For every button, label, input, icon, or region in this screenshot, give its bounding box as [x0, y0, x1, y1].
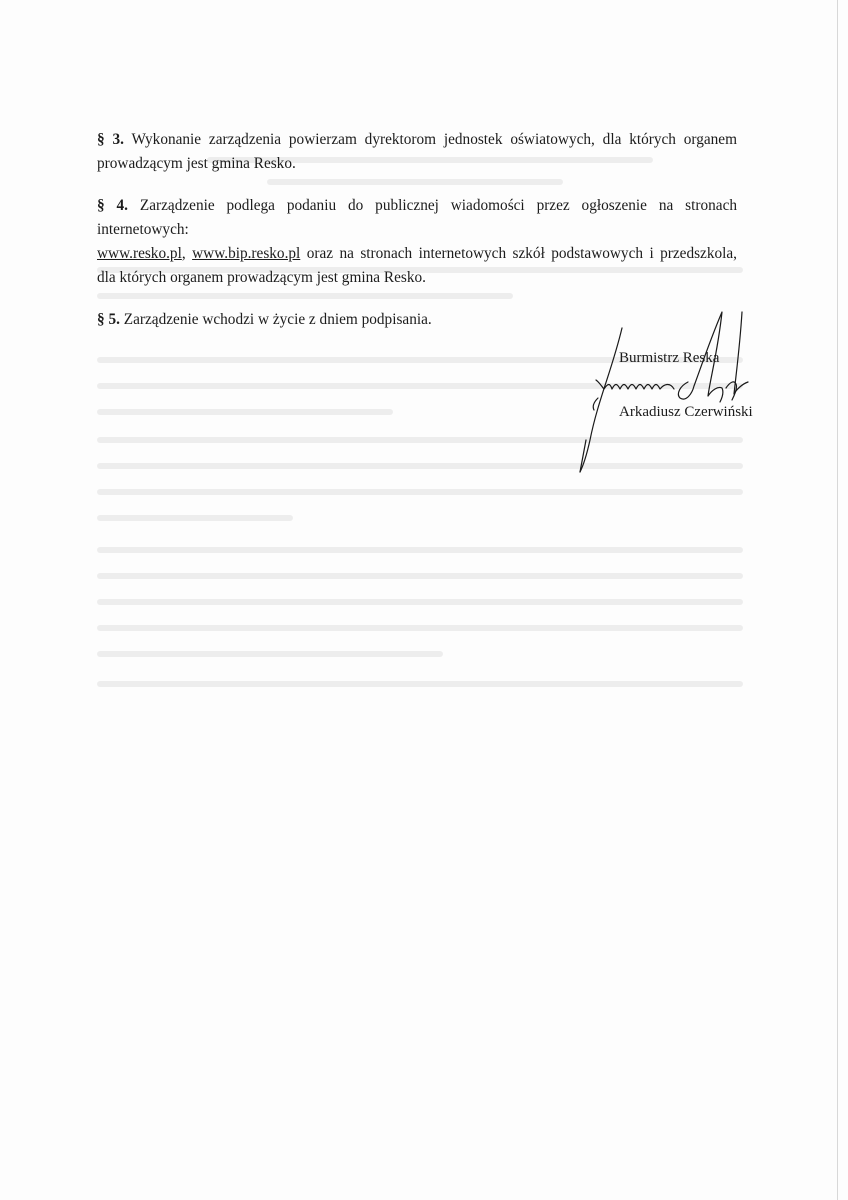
paragraph-4: [97, 194, 737, 290]
paragraph-4-text-1: Zarządzenie podlega podaniu do publicznej wiadomości przez ogłoszenie na stronach internetowych:: [97, 197, 738, 238]
paragraph-4-line-1: [97, 194, 737, 242]
section-3-number: § 3.: [97, 131, 124, 148]
paragraph-3-line-1: [97, 128, 737, 152]
paragraph-3-line-2: prowadzącym jest gmina Resko.: [97, 155, 296, 172]
signatory-title: Burmistrz Reska: [619, 350, 720, 366]
paragraph-4-line-2: [97, 242, 737, 266]
section-5-number: § 5.: [97, 311, 120, 328]
page-edge: [837, 0, 838, 1200]
link-separator: ,: [181, 245, 186, 262]
section-4-number: § 4.: [97, 197, 129, 214]
link-resko[interactable]: www.resko.pl: [97, 245, 182, 262]
paragraph-4-line-3: dla których organem prowadzącym jest gmina Resko.: [97, 269, 426, 286]
paragraph-3: [97, 128, 737, 176]
paragraph-3-text-1: Wykonanie zarządzenia powierzam dyrektorom jednostek oświatowych, dla których organem: [131, 131, 737, 148]
paragraph-4-text-2: oraz na stronach internetowych szkół podstawowych i przedszkola,: [306, 245, 738, 262]
handwritten-signature: [560, 290, 760, 480]
link-bip-resko[interactable]: www.bip.resko.pl: [192, 245, 301, 262]
signatory-name: Arkadiusz Czerwiński: [619, 404, 753, 420]
paragraph-5-text-1: Zarządzenie wchodzi w życie z dniem podpisania.: [123, 311, 432, 328]
